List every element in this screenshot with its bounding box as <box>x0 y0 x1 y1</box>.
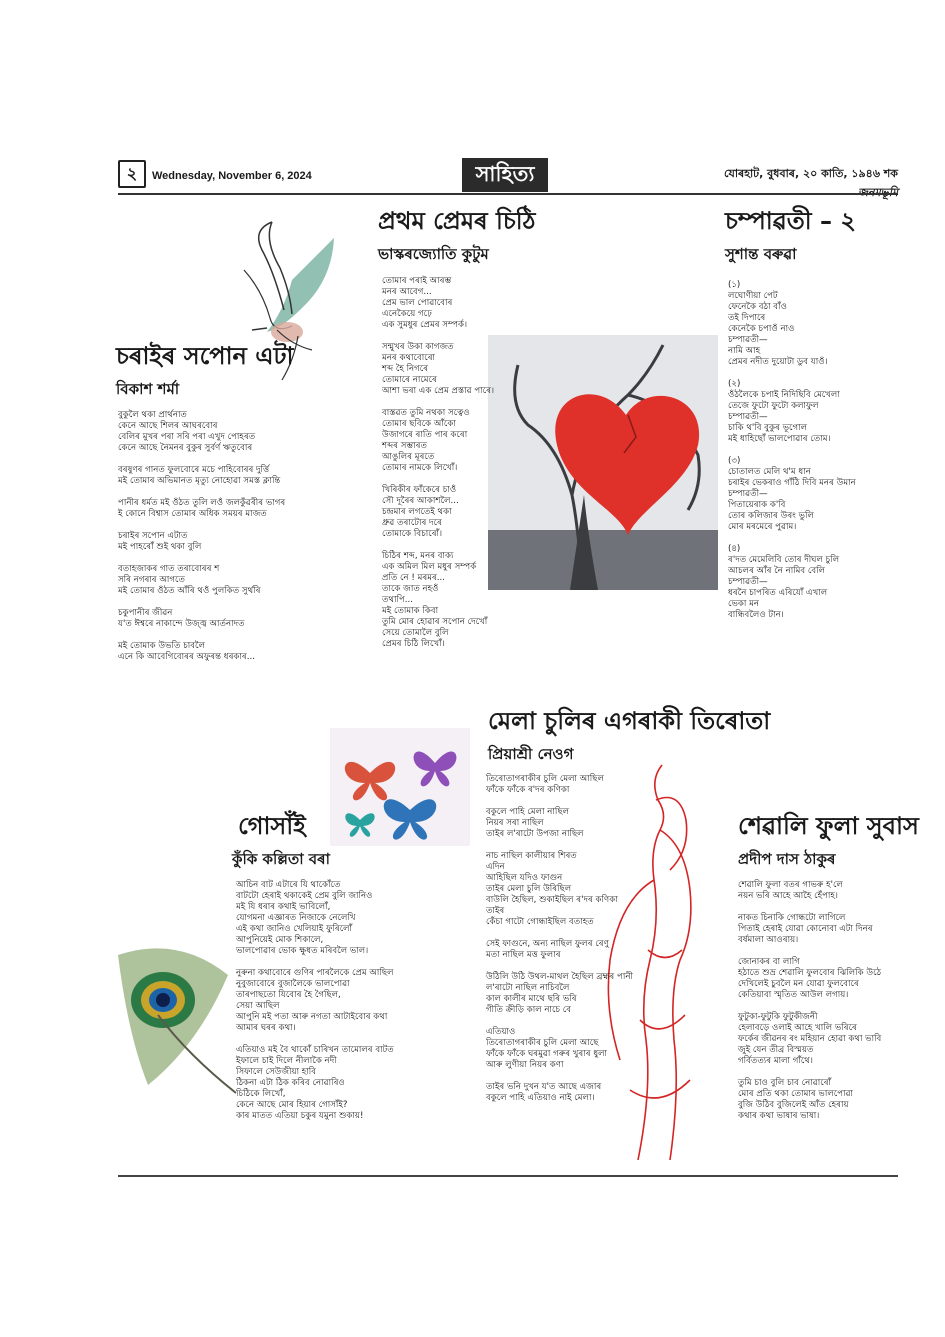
poem-line: মই তোমাৰ অভিমানত মৃত্যু নোহোৱা সমস্ত ক্লান্তি <box>118 476 281 486</box>
poem-line: বতাহজাকৰ গাত তৰাবোৰৰ শ <box>118 564 220 574</box>
poem-line: প্ৰেম ভাল পোৱাবোৰ <box>382 298 453 308</box>
poem-line: গৰ্বিতত্যৰ মালা গাঁথে। <box>738 1056 813 1066</box>
poem-line: বুজি উঠিব বুজিলেই আঁত হেৰায় <box>738 1100 849 1110</box>
poem-line: আচলৰ আঁৰ নৈ নামিব বেলি <box>728 566 826 576</box>
poem-line: খিৰিকীৰ ফাঁকেৰে চাওঁ <box>382 485 457 495</box>
poem-line: মই পাহৰোঁ শুই থকা বুলি <box>118 542 202 552</box>
poem-line: মই তোমাক উভতি চাবলৈ <box>118 641 206 651</box>
poem-line: মনৰ কথাবোৰো <box>382 353 436 363</box>
poem-line: তথাপি... <box>382 595 413 605</box>
poem-line: সেয়ে তোমালৈ বুলি <box>382 628 449 638</box>
poem-line: নুবুজাবোৰে বুজালৈকে ভালপোৱা <box>236 979 350 989</box>
poem-line: জোনাকৰ বা লাগি <box>738 957 800 967</box>
poem-line: তাৰপাছতো যিবোৰ হৈ গৈছিল, <box>236 990 341 1000</box>
poem-line: তাইৰ ভনি দুখন য'ত আছে এজাৰ <box>486 1082 602 1092</box>
poem-line: ধৰনৈ চাপৰিত এৰিযোঁ এখাল <box>728 588 828 598</box>
poem-line: ই কোনে বিশ্বাস তোমাৰ অধিক সময়ৰ মাজত <box>118 509 267 519</box>
footer-divider <box>118 1175 898 1177</box>
poem-line: মতা নাছিল মত্ত ফুলাৰ <box>486 950 561 960</box>
poem-line: সৰি নগৰাৰ আগতে <box>118 575 185 585</box>
poem-line: ফাঁকে ফাঁকে ৰ'দৰ কণিকা <box>486 785 570 795</box>
poem-line: কেনে আছে নৈমনৰ বুকুৰ সুৰ্বৰ্ণ ঋতুবোৰ <box>118 443 253 453</box>
poem-line: বকুলে পাহি এতিয়াও নাই মেলা। <box>486 1093 595 1103</box>
poem-line: দেখিলেই চুবলৈ মন যোৱা ফুলবোৰে <box>738 979 859 989</box>
poem-author: প্ৰিয়াশ্ৰী নেওগ <box>488 745 574 763</box>
poem-line: ওঁঠলৈকে চপাই নিদিছিবি মেখেলা <box>728 390 840 400</box>
poem-line: কেনে আছে শিলৰ আঘৰবোৰ <box>118 421 218 431</box>
poem-line: নাচ নাছিল কালীয়াৰ শিৰত <box>486 851 577 861</box>
poem-line: তোমাৰ নামকে লিখোঁ। <box>382 463 458 473</box>
poem-line: এই কথা জানিও খেলিয়াই ফুৰিলোঁ <box>236 924 353 934</box>
poem-line: চকুপানীৰ জীৱন <box>118 608 173 618</box>
poem-line: চম্পাৱতী— <box>728 412 768 422</box>
poem-line: পিতাই হেৰাই যোৱা কোনোবা এটা দিনৰ <box>738 924 873 934</box>
poem-line: হেলাবড়ে ওলাই আহে খালি ভৰিৰে <box>738 1023 857 1033</box>
poem-title: গোসাঁই <box>238 812 306 840</box>
poem-title: চম্পাৱতী – ২ <box>725 207 856 235</box>
poem-line: তুমি মোৰ হোৱাৰ সপোন দেখোঁ <box>382 617 488 627</box>
poem-line: আমাৰ ঘৰৰ কথা। <box>236 1023 296 1033</box>
poem-line: হঠাতে শুভ্ৰ শেৱালি ফুলবোৰ ঝিলিকি উঠে <box>738 968 882 978</box>
poem-title: শেৱালি ফুলা সুবাস <box>738 812 919 840</box>
poem-body <box>728 280 856 632</box>
poem-line: তই দিপাৰে <box>728 313 766 323</box>
poem-line: গীতি ক্ৰীড়ি কাল নাচে বে <box>486 1005 572 1015</box>
poem-body <box>486 774 633 1115</box>
poem-line: নাকত চিনাকি গোন্ধটো লাগিলে <box>738 913 846 923</box>
poem-line: চম্পাৱতী— <box>728 335 768 345</box>
butterflies-illustration <box>330 728 470 846</box>
poem-line: কেনে আছে মোৰ হিয়াৰ গোসাঁই? <box>236 1100 348 1110</box>
poem-line: কাল কালীৰ মাথে ছৰি ভৰি <box>486 994 577 1004</box>
header-place-date: যোৰহাট, বুধবাৰ, ২০ কাতি, ১৯৪৬ শক <box>724 167 898 180</box>
poem-line: বেলিৰ মুখৰ পৰা সৰি পৰা এখুদ পোহৰত <box>118 432 256 442</box>
poem-line: ৰ'দত মেমেলিবি তোৰ দীঘল চুলি <box>728 555 840 565</box>
poem-line: প্ৰেমৰ চিঠি লিখোঁ। <box>382 639 445 649</box>
poem-line: প্ৰতি নে ! মৰমৰ... <box>382 573 445 583</box>
peacock-feather-illustration <box>118 915 238 1095</box>
page-number: ২ <box>118 160 146 188</box>
poem-line: এতিয়াও মই বৈ থাকোঁ চাৰিখন তামোলৰ বাটত <box>236 1045 394 1055</box>
poem-line: নুৰুনা কথাবোৰে গুণিৰ পাৰলৈকে প্ৰেম আছিল <box>236 968 394 978</box>
poem-line: সেয়া আছিল <box>236 1001 280 1011</box>
poem-line: আপুনিয়েই মোক শিকালে, <box>236 935 324 945</box>
poem-line: আৰু লুণীয়া নিয়ৰ কণা <box>486 1060 564 1070</box>
poem-line: সিফালে সেউজীয়া হাবি <box>236 1067 317 1077</box>
poem-line: ল'ৰাটো নাছিল নাচিবলৈ <box>486 983 570 993</box>
poem-line: মোৰ মৰমেৰে পুৱাম। <box>728 522 797 532</box>
poem-line: তাইৰ <box>486 906 505 916</box>
poem-line: এদিন <box>486 862 505 872</box>
poem-line: ভেকা মন <box>728 599 760 609</box>
header-date: Wednesday, November 6, 2024 <box>152 170 312 182</box>
poem-title: মেলা চুলিৰ এগৰাকী তিৰোতা <box>488 707 771 735</box>
poem-body <box>382 276 494 661</box>
poem-line: ইফালে চাই দিলে নীলাকৈ নদী <box>236 1056 337 1066</box>
poem-line: মোৰ প্ৰতি থকা তোমাৰ ভালপোৱা <box>738 1089 854 1099</box>
poem-line: চৰাইৰ সপোন এটাত <box>118 531 188 541</box>
poem-line: কেনেকৈ চপাওঁ নাও <box>728 324 795 334</box>
poem-line: বুকুলৈ থকা প্ৰাৰ্থনাত <box>118 410 187 420</box>
poem-line: তোমাৰ পৰাই আৰম্ভ <box>382 276 452 286</box>
poem-line: নয়ন ভৰি আহে আহৈ হেঁপাহ। <box>738 891 839 901</box>
poem-line: তিৰোতাগৰাকীৰ চুলি মেলা আছে <box>486 1038 599 1048</box>
poem-line: চিঠিৰ শব্দ, মনৰ বাক্য <box>382 551 454 561</box>
poem-line: চৰাইৰ ভেকৰাও গাঁঠি দিবি মনৰ উমান <box>728 478 856 488</box>
poem-line: আপুনি মই পতা আৰু নগতা আটাইবোৰ কথা <box>236 1012 388 1022</box>
poem-line: চিঠিকে লিখোঁ, <box>236 1089 286 1099</box>
poem-line: উঠিলি উঠি উথল-মাথল হৈছিল ব্ৰহ্মৰ পানী <box>486 972 633 982</box>
poem-line: ফাঁকে ফাঁকে ঘৰমুৱা গৰুৰ খুৰাৰ ধুলা <box>486 1049 608 1059</box>
poem-line: এক সুমধুৰ প্ৰেমৰ সম্পৰ্ক। <box>382 320 468 330</box>
poem-line: উজাগৰে ৰাতি পাৰ কৰো <box>382 430 468 440</box>
poem-author: কুঁকি কল্লিতা বৰা <box>232 850 330 868</box>
poem-line: বাটটো হেৰাই থকাকেই প্ৰেম বুলি জানিও <box>236 891 373 901</box>
poem-line: যোগমনা এজ্ঞাৰত নিজাকে নেলেখি <box>236 913 356 923</box>
poem-line: সেই ফাগুনে, অন্য নাছিল ফুলৰ ৰেণু <box>486 939 609 949</box>
poem-line: নিয়ৰ সৰা নাছিল <box>486 818 544 828</box>
poem-line: বাস্তৱত তুমি নথকা সত্বেও <box>382 408 470 418</box>
poem-line: বান্ধিবলৈও টান। <box>728 610 784 620</box>
poem-line: চাকি থ'বি বুকুৰ ভূগোল <box>728 423 807 433</box>
poem-line: বৰষুণৰ গানত ফুলবোৰে মচে পাহিবোৰৰ দুৰ্ত্তি <box>118 465 270 475</box>
poem-line: নামি আহ <box>728 346 761 356</box>
poem-body <box>236 880 394 1133</box>
poem-line: এতিয়াও <box>486 1027 516 1037</box>
poem-line: আঙুলিৰ মূৰতে <box>382 452 435 462</box>
poem-line: ভালপোৱাৰ ভোক ক্ষুধত মৰিবলৈ ভাল। <box>236 946 369 956</box>
poem-line: চম্পাৱতী— <box>728 489 768 499</box>
poem-line: কেঁচা গাটো গোন্ধাইছিল বতাহত <box>486 917 594 927</box>
poem-line: য'ত ঈশ্বৰে নাকান্দে উজ্জ্ব আৰ্তনাদত <box>118 619 245 629</box>
poem-line: লঘোণীয়া পেট <box>728 291 778 301</box>
heart-tree-illustration <box>488 335 718 590</box>
poem-line: ধ্ৰুৱ তৰাটোৰ দৰে <box>382 518 442 528</box>
poem-line: সৌ দূৰৈৰ আকাশলৈ... <box>382 496 459 506</box>
poem-line: কাৰ মাতত এতিয়া চকুৰ যমুনা শুকায়! <box>236 1111 364 1121</box>
poem-author: ভাস্কৰজ্যোতি কুটুম <box>378 245 489 263</box>
poem-line: শব্দ হৈ নিগৰে <box>382 364 429 374</box>
poem-line: পিতায়েৰাক ক'বি <box>728 500 786 510</box>
poem-line: তাকে জাত নহওঁ <box>382 584 439 594</box>
poem-line: (২) <box>728 379 741 389</box>
poem-line: তোমাৰ ছবিকে আঁকো <box>382 419 456 429</box>
poem-body <box>118 410 285 674</box>
poem-line: মই তোমাৰ ওঁঠত আঁৰি থওঁ পুলকিত সুৰ্থৰি <box>118 586 261 596</box>
poem-line: তাইৰ মেলা চুলি উৰিছিল <box>486 884 572 894</box>
poem-line: (৩) <box>728 456 741 466</box>
poem-line: চন্দ্ৰমাৰ লগতেই থকা <box>382 507 452 517</box>
poem-line: বকুলে পাহি মেলা নাছিল <box>486 807 569 817</box>
poem-line: সন্মুখৰ উকা কাগজত <box>382 342 454 352</box>
poem-line: পানীৰ ধৰ্মত মই ওঁঠত তুলি লওঁ জলকুঁৱৰীৰ ভাগৰ <box>118 498 286 508</box>
poem-line: বৰ্ষমালা আওৰায়। <box>738 935 799 945</box>
poem-line: শেৱালি ফুলা বতৰ গাভৰু হ'লে <box>738 880 843 890</box>
poem-line: (৪) <box>728 544 741 554</box>
poem-line: তোৰ কলিজাৰ উৰং ভুলি <box>728 511 814 521</box>
poem-line: তুমি চাও বুলি চাব নোৱাৰোঁ <box>738 1078 832 1088</box>
poem-line: চম্পাৱতী— <box>728 577 768 587</box>
poem-line: ফুটুকা-ফুটুকি ফুটুকীজনী <box>738 1012 818 1022</box>
poem-line: কথাৰ কথা ভাষাৰ ভাষা। <box>738 1111 820 1121</box>
poem-line: ফৰ্কেৰ জীৱনৰ ৰং মহিয়ান হোৱা কথা ভাবি <box>738 1034 882 1044</box>
poem-line: তেজে ফুটো ফুটো কলাফুল <box>728 401 819 411</box>
poem-line: এক অমিল মিল মধুৰ সম্পৰ্ক <box>382 562 477 572</box>
poem-title: প্ৰথম প্ৰেমৰ চিঠি <box>378 207 536 235</box>
poem-title: চৰাইৰ সপোন এটা <box>116 342 294 370</box>
poem-line: জুই যেন তীব্ৰ বিস্ময়ত <box>738 1045 814 1055</box>
poem-author: বিকাশ শৰ্মা <box>116 380 180 398</box>
poem-line: এনেকৈয়ে গঢ়ে <box>382 309 432 319</box>
poem-line: আহিছিল যদিও ফাগুন <box>486 873 563 883</box>
poem-line: ঠিকনা এটা ঠিক কৰিব নোৱাৰিও <box>236 1078 345 1088</box>
poem-line: বাউলি হৈছিল, শুকাইছিল ৰ'দৰ কণিকা <box>486 895 618 905</box>
poem-line: চোতালত মেলি থ'ম ধান <box>728 467 811 477</box>
poem-line: আশা ভৰা এক প্ৰেম প্ৰস্তাৱ পাৰে। <box>382 386 495 396</box>
poem-line: শব্দৰ সম্ভাৰত <box>382 441 427 451</box>
poem-line: মই তোমাক কিবা <box>382 606 439 616</box>
poem-line: মনৰ আবেগ... <box>382 287 432 297</box>
poem-line: তিৰোতাগৰাকীৰ চুলি মেলা আছিল <box>486 774 604 784</box>
poem-line: এনে কি আবেগিবোৰৰ অফুৰন্ত ধৰকাৰ... <box>118 652 255 662</box>
poem-line: প্ৰেমৰ নদীত দুয়োটা ডুব যাওঁ। <box>728 357 828 367</box>
poem-line: তাইৰ ল'ৰাটো উপজা নাছিল <box>486 829 584 839</box>
poem-line: মই ধাহিছোঁ ভালপোৱাৰ তোম। <box>728 434 831 444</box>
poem-author: প্ৰদীপ দাস ঠাকুৰ <box>738 850 836 868</box>
poem-body <box>738 880 881 1133</box>
poem-line: (১) <box>728 280 741 290</box>
poem-line: কেতিয়াবা স্মৃতিত আউল লগায়। <box>738 990 849 1000</box>
poem-line: ফেনেকৈ বঠা বাঁও <box>728 302 787 312</box>
poem-line: মই যি ধৰাৰ কথাই ভাবিলোঁ, <box>236 902 331 912</box>
poem-line: তোমাকে বিচাৰোঁ। <box>382 529 443 539</box>
poem-line: আচিন বাট এটাৰে যি থাকোঁতে <box>236 880 341 890</box>
poem-line: তোমাৰে নামেৰে <box>382 375 437 385</box>
poem-author: সুশান্ত বৰুৱা <box>725 245 797 263</box>
section-title: সাহিত্য <box>462 158 548 192</box>
header-divider <box>118 193 898 195</box>
